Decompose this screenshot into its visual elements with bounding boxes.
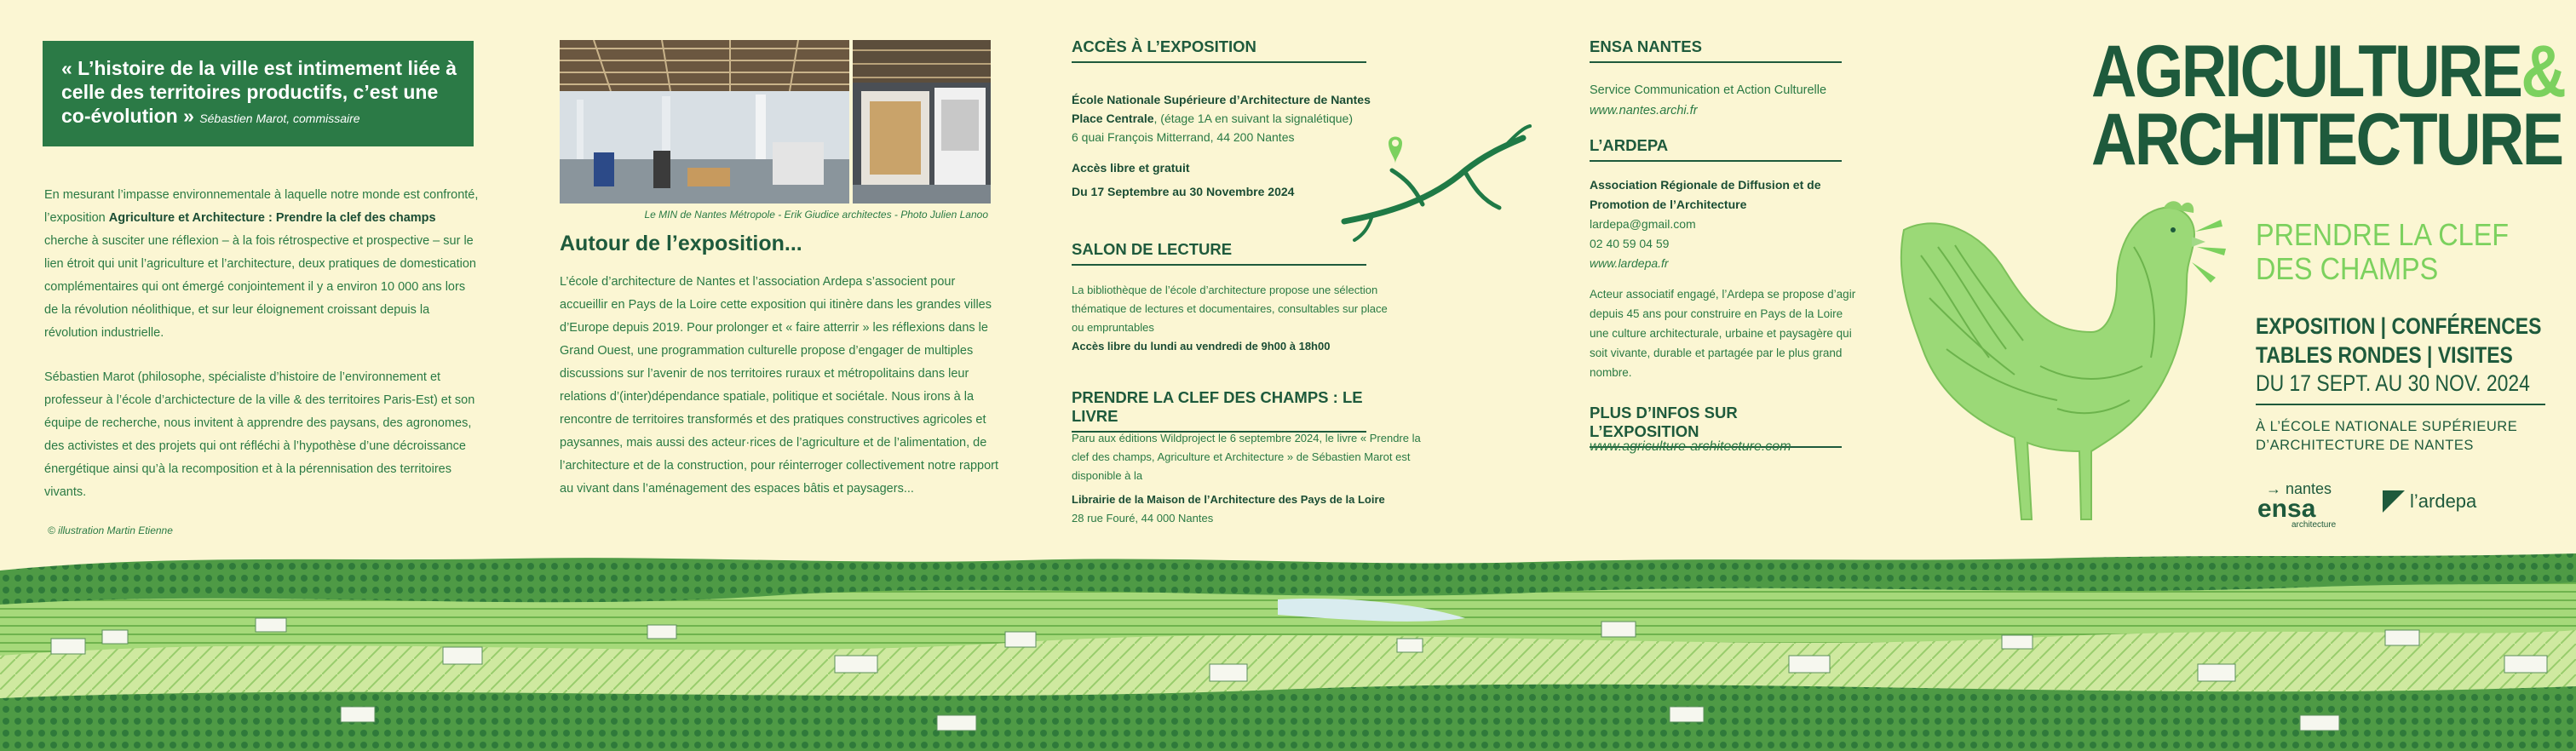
- livre-shop: Librairie de la Maison de l’Architecture des Pays de la Loire: [1072, 493, 1385, 506]
- infos-title: PLUS D’INFOS SUR L’EXPOSITION: [1590, 404, 1842, 448]
- ensa-logo: [2257, 480, 2336, 530]
- title-line2: ARCHITECTURE: [2091, 99, 2562, 181]
- salon-hours: Accès libre du lundi au vendredi de 9h00 à 18h00: [1072, 340, 1331, 353]
- market-hall-photo-left: [560, 40, 849, 204]
- main-title: [2091, 31, 2565, 181]
- around-body: L’école d’architecture de Nantes et l’association Ardepa s’associent pour accueillir en Pays de la Loire cette exposition qui itinère dans les grandes villes d’Europe depuis 2019. Pour prolonger et « faire atterrir » les réflexions dans le Grand Ouest, une programmation culturelle propose d’engager de multiples discussions sur l’avenir de nos territoires ruraux et métropolitains dans leur relations d’(inter)dépendance spatiale, politique et sociétale. Nous irons à la rencontre de territoires transformés et des pratiques constructives agricoles et paysannes, mais aussi des acteur·rices de l’agriculture et de l’alimentation, de l’architecture et de la construction, pour réinterroger collectivement notre rapport au vivant dans l’aménagement des espaces bâtis et paysagers...: [560, 275, 999, 496]
- acces-place: Place Centrale: [1072, 112, 1154, 125]
- quote-author: Sébastien Marot, commissaire: [199, 112, 360, 125]
- salon-title: SALON DE LECTURE: [1072, 240, 1366, 266]
- subtitle-line1: PRENDRE LA CLEF: [2256, 217, 2510, 252]
- salon-description: La bibliothèque de l’école d’architecture propose une sélection thématique de lectures et documentaires, consultables sur place ou empruntables: [1072, 284, 1388, 334]
- landscape-illustration: [0, 536, 2576, 751]
- acces-free: Accès libre et gratuit: [1072, 161, 1190, 175]
- ardepa-mark-icon: [2381, 489, 2406, 514]
- hen-illustration: [1870, 196, 2228, 553]
- ensa-logo-sub: architecture: [2291, 520, 2337, 530]
- subtitle-line2: DES CHAMPS: [2256, 251, 2439, 286]
- ensa-logo-top: → nantes: [2266, 480, 2332, 497]
- events-list: [2256, 312, 2545, 370]
- ardepa-logo: [2381, 489, 2476, 514]
- intro-paragraph-1: [44, 184, 479, 345]
- ensa-body: [1590, 80, 1826, 121]
- ensa-title: ENSA NANTES: [1590, 37, 1842, 63]
- ensa-logo-main: ensa: [2257, 495, 2316, 523]
- ardepa-url[interactable]: www.lardepa.fr: [1590, 256, 1669, 270]
- salon-body: [1072, 281, 1395, 356]
- intro-exhibition-name: Agriculture et Architecture : Prendre la clef des champs: [108, 211, 436, 225]
- acces-place-detail: , (étage 1A en suivant la signalétique): [1153, 112, 1353, 125]
- ardepa-email[interactable]: lardepa@gmail.com: [1590, 217, 1696, 231]
- branch-map-pin-illustration: [1337, 119, 1533, 251]
- acces-address: 6 quai François Mitterrand, 44 200 Nantes: [1072, 130, 1295, 144]
- title-ampersand: &: [2521, 31, 2565, 112]
- ardepa-logo-text: l’ardepa: [2410, 490, 2477, 512]
- quote-box: [43, 41, 474, 146]
- acces-title: ACCÈS À L’EXPOSITION: [1072, 37, 1366, 63]
- exhibition-dates: DU 17 SEPT. AU 30 NOV. 2024: [2256, 370, 2545, 405]
- venue-line1: À L’ÉCOLE NATIONALE SUPÉRIEURE: [2256, 419, 2518, 434]
- subtitle: [2256, 218, 2562, 286]
- intro-paragraph-2: Sébastien Marot (philosophe, spécialiste d’histoire de l’environnement et professeur à l’école d’archictecture de la ville & des territoires Paris-Est) et son équipe de recherche, nous invitent à apprendre des paysans, des agronomes, des activistes et des projets qui ont réfléchi à l’hypothèse d’une décroissance énergétique ainsi qu’à la recomposition et à la pérennisation des territoires vivants.: [44, 370, 475, 499]
- ardepa-name: Association Régionale de Diffusion et de Promotion de l’Architecture: [1590, 178, 1821, 211]
- ardepa-title: L’ARDEPA: [1590, 136, 1842, 162]
- quote-text: « L’histoire de la ville est intimement liée à celle des territoires productifs, c’est une co-évolution »: [61, 57, 457, 127]
- intro-text-a: En mesurant l’impasse environnementale à laquelle notre monde est confronté, l’exposition: [44, 188, 479, 225]
- title-line1: AGRICULTURE: [2091, 31, 2521, 112]
- market-hall-photo-right: [853, 40, 991, 204]
- ardepa-phone: 02 40 59 04 59: [1590, 237, 1670, 250]
- illustration-credit: © illustration Martin Etienne: [48, 525, 173, 536]
- livre-address: 28 rue Fouré, 44 000 Nantes: [1072, 512, 1214, 525]
- intro-text-b: cherche à susciter une réflexion – à la fois rétrospective et prospective – sur le lien étroit qui unit l’agriculture et l’architecture, deux pratiques de domestication complémentaires qui ont émergé conjointement il y a environ 10 000 ans lors de la révolution néolithique, et sur leur éloignement croissant depuis la révolution industrielle.: [44, 234, 476, 340]
- venue: [2256, 417, 2517, 455]
- livre-description: Paru aux éditions Wildproject le 6 septembre 2024, le livre « Prendre la clef des champs, Agriculture et Architecture » de Sébastien Marot est disponible à la: [1072, 432, 1421, 482]
- ardepa-description: Acteur associatif engagé, l’Ardepa se propose d’agir depuis 45 ans pour construire en Pays de la Loire une culture architecturale, urbaine et paysagère qui soit vivante, durable et partagée par le plus grand nombre.: [1590, 288, 1856, 379]
- map-pin-icon: [1389, 137, 1402, 164]
- ensa-service: Service Communication et Action Culturelle: [1590, 83, 1827, 97]
- around-title: Autour de l’exposition...: [560, 232, 802, 255]
- photo-caption: Le MIN de Nantes Métropole - Erik Giudice architectes - Photo Julien Lanoo: [644, 209, 988, 221]
- venue-line2: D’ARCHITECTURE DE NANTES: [2256, 438, 2474, 453]
- ensa-url[interactable]: www.nantes.archi.fr: [1590, 104, 1698, 118]
- infos-url[interactable]: www.agriculture-architecture.com: [1590, 439, 1791, 454]
- livre-title: PRENDRE LA CLEF DES CHAMPS : LE LIVRE: [1072, 388, 1366, 433]
- ardepa-body: [1590, 175, 1871, 273]
- livre-body: [1072, 429, 1429, 528]
- acces-dates: Du 17 Septembre au 30 Novembre 2024: [1072, 185, 1295, 198]
- events-line1: EXPOSITION | CONFÉRENCES: [2256, 313, 2542, 339]
- events-line2: TABLES RONDES | VISITES: [2256, 342, 2513, 368]
- acces-school: École Nationale Supérieure d’Architecture de Nantes: [1072, 93, 1371, 106]
